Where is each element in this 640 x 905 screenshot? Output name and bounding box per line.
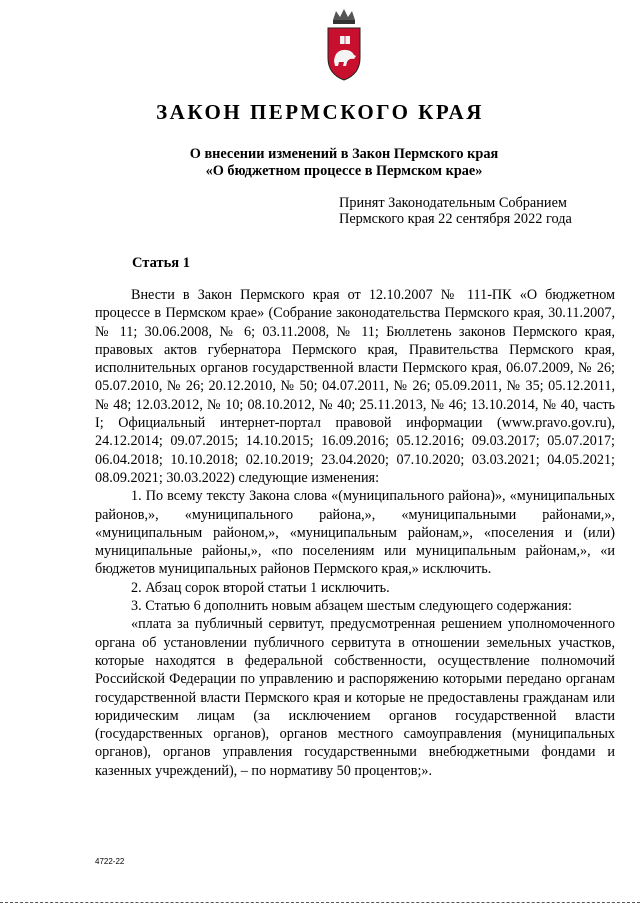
adoption-note <box>339 195 572 227</box>
adoption-line: Принят Законодательным Собранием <box>339 195 567 211</box>
law-title: ЗАКОН ПЕРМСКОГО КРАЯ <box>156 100 484 124</box>
article-heading: Статья 1 <box>132 255 190 271</box>
paragraph: Внести в Закон Пермского края от 12.10.2007 № 111-ПК «О бюджетном процессе в Пермском крае» (Собрание законодательства Пермского края, 30.11.2007, № 11; 30.06.2008, № 6; 03.11.2008, № 11; Бюллетень законов Пермского края, правовых актов губернатора Пермского края, Правительства Пермского края, исполнительных органов государственной власти Пермского края, 06.07.2009, № 26; 05.07.2010, № 26; 20.12.2010, № 50; 04.07.2011, № 26; 05.09.2011, № 35; 05.12.2011, № 48; 12.03.2012, № 10; 08.10.2012, № 40; 25.11.2013, № 46; 13.10.2014, № 40, часть I; Официальный интернет-портал правовой информации (www.pravo.gov.ru), 24.12.2014; 09.07.2015; 14.10.2015; 16.09.2016; 05.12.2016; 09.03.2017; 05.07.2017; 06.04.2018; 10.10.2018; 02.10.2019; 23.04.2020; 07.10.2020; 03.03.2021; 04.05.2021; 08.09.2021; 30.03.2022) следующие изменения: <box>95 287 615 486</box>
law-subtitle <box>0 146 640 180</box>
article-body <box>95 286 615 780</box>
paragraph: «плата за публичный сервитут, предусмотренная решением уполномоченного органа об установлении публичного сервитута в отношении земельных участков, которые находятся в федеральной собственности, осуществление полномочий Российской Федерации по управлению и распоряжению которыми передано органам государственной власти Пермского края и которые не предоставлены гражданам или юридическим лицам (за исключением органов государственной власти (государственных органов), органов местного самоуправления (муниципальных органов), органов управления государственными внебюджетными фондами и казенных учреждений), – по нормативу 50 процентов;». <box>95 616 615 779</box>
document-code: 4722-22 <box>95 857 125 866</box>
subtitle-line: «О бюджетном процессе в Пермском крае» <box>205 163 483 179</box>
paragraph: 3. Статью 6 дополнить новым абзацем шестым следующего содержания: <box>131 598 572 615</box>
paragraph: 2. Абзац сорок второй статьи 1 исключить. <box>131 579 390 596</box>
page-edge-divider <box>0 902 640 903</box>
coat-of-arms-icon <box>325 6 363 82</box>
subtitle-line: О внесении изменений в Закон Пермского края <box>189 146 499 162</box>
paragraph: 1. По всему тексту Закона слова «(муниципального района)», «муниципальных районов,», «муниципального района,», «муниципальными районами,», «муниципальным районом,», «муниципальным районам,», «поселения и (или) муниципальные районы,», «по поселениям или муниципальным районам,», «и бюджетов муниципальных районов Пермского края,» исключить. <box>95 488 615 578</box>
adoption-line: Пермского края 22 сентября 2022 года <box>339 211 572 227</box>
